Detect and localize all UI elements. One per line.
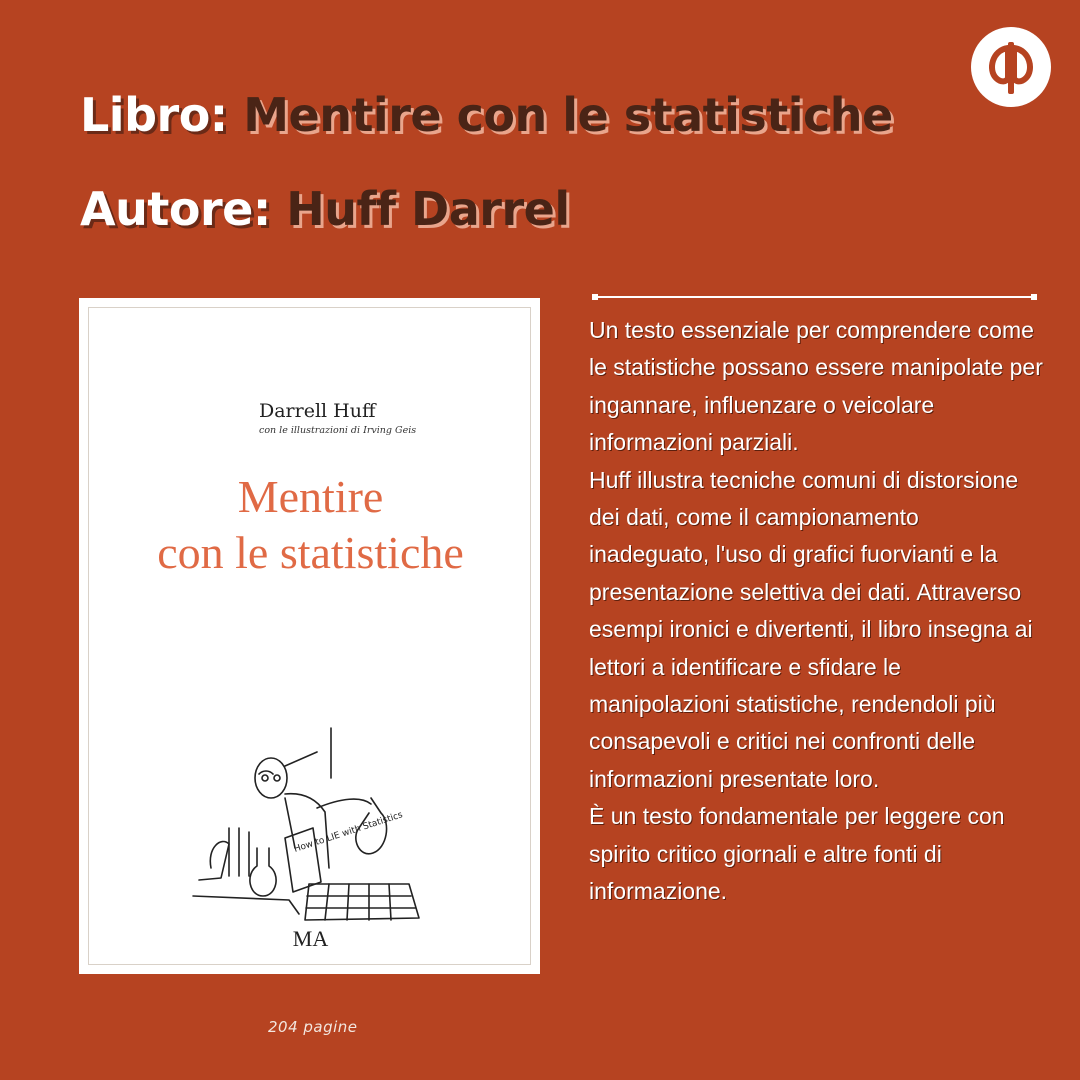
description-paragraph-2: Huff illustra tecniche comuni di distorsione dei dati, come il campionamento inadeguato, l'uso di grafici fuorvianti e la presentazione selettiva dei dati. Attraverso esempi ironici e divertenti, il libro insegna ai lettori a identificare e sfidare le manipolazioni statistiche, rendendoli più consapevoli e critici nei confronti delle informazioni presentate loro. [589, 466, 1033, 792]
cover-author: Darrell Huff [259, 400, 376, 422]
phi-circle-icon [970, 26, 1052, 108]
illustration-book-text: How to LIE with Statistics [292, 810, 405, 855]
book-title-line [80, 88, 893, 142]
cover-frame [88, 307, 531, 965]
book-cover [79, 298, 540, 974]
book-label: Libro: [80, 88, 228, 142]
description-paragraph-3: È un testo fondamentale per leggere con spirito critico giornali e altre fonti di informazione. [589, 803, 1005, 905]
divider-line [592, 296, 1037, 298]
author-label: Autore: [80, 182, 271, 236]
cover-title-line1: Mentire [237, 471, 384, 522]
author-line [80, 182, 570, 236]
page-count: 204 pagine [268, 1018, 358, 1036]
description [589, 312, 1044, 911]
author-name: Huff Darrel [286, 182, 570, 236]
divider-cap-left [592, 294, 598, 300]
cover-title-line2: con le statistiche [157, 527, 464, 578]
cover-illustration [89, 308, 532, 966]
cover-illustrator: con le illustrazioni di Irving Geis [259, 425, 417, 436]
book-title: Mentire con le statistiche [243, 88, 893, 142]
description-paragraph-1: Un testo essenziale per comprendere come le statistiche possano essere manipolate per ingannare, influenzare o veicolare informazioni parziali. [589, 317, 1043, 456]
divider-cap-right [1031, 294, 1037, 300]
publisher-mark: MA [292, 926, 329, 951]
